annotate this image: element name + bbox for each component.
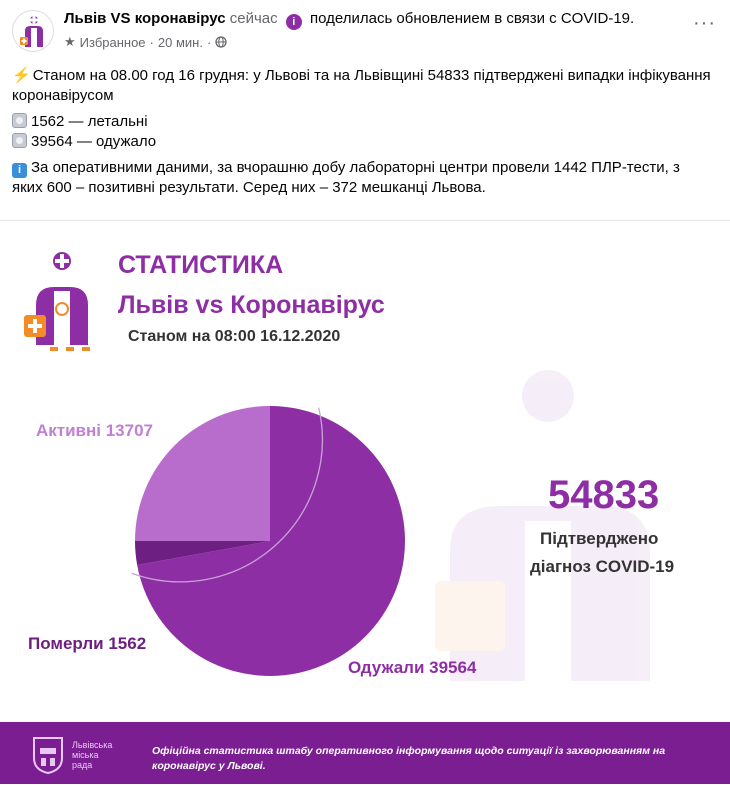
confirmed-caption-line1: Підтверджено: [540, 529, 659, 548]
record-button-icon: [12, 113, 27, 128]
post-line-3: 39564 — одужало: [31, 133, 157, 150]
star-icon: ★: [64, 34, 76, 49]
post-header: [0, 0, 730, 62]
page-avatar[interactable]: [12, 10, 54, 52]
pie-label-active: Активні 13707: [36, 421, 153, 440]
pie-label-deaths: Померли 1562: [28, 634, 147, 653]
watermark-doctor-icon: [435, 370, 650, 681]
post-meta: [64, 34, 227, 50]
infographic-image[interactable]: [0, 220, 730, 784]
page-name-link[interactable]: Львів VS коронавірус: [64, 10, 226, 27]
post-line-2: 1562 — летальні: [31, 113, 148, 130]
city-council-line: рада: [72, 760, 93, 770]
covid-info-icon: i: [286, 14, 302, 30]
globe-icon[interactable]: [215, 36, 227, 48]
post-body: [12, 66, 712, 198]
confirmed-caption-line2: діагноз COVID-19: [530, 557, 675, 576]
info-icon: i: [12, 163, 27, 178]
post-paragraph: [12, 158, 712, 198]
post-line-4: За оперативними даними, за вчорашню добу лабораторні центри провели 1442 ПЛР-тести, з яких 600 – позитивні результати. Серед них – 372 мешканці Львова.: [12, 159, 680, 196]
pie-label-recovered: Одужали 39564: [348, 658, 477, 677]
infographic-footer: [0, 722, 730, 784]
city-council-label: [72, 740, 112, 770]
infographic-subtitle: Львів vs Коронавірус: [118, 291, 385, 319]
post-paragraph: [12, 66, 712, 106]
pie-slice-Активні: [135, 406, 270, 541]
post-time-link[interactable]: 20 мин.: [157, 34, 203, 50]
meta-separator: ·: [206, 34, 212, 50]
city-council-line: Львівська: [72, 740, 113, 750]
doctor-logo-icon: [13, 11, 54, 52]
post-paragraph: [12, 112, 712, 132]
footer-statement: Офіційна статистика штабу оперативного інформування щодо ситуації із захворюванням на коронавірус у Львові.: [152, 745, 666, 772]
pie-chart: [132, 406, 405, 676]
post-line-1: Станом на 08.00 год 16 грудня: у Львові та на Львівщині 54833 підтверджені випадки інфікування коронавірусом: [12, 67, 711, 104]
more-options-button[interactable]: ···: [693, 12, 716, 34]
record-button-icon: [12, 133, 27, 148]
post-paragraph: [12, 132, 712, 152]
infographic-date: Станом на 08:00 16.12.2020: [128, 328, 341, 345]
city-council-line: міська: [72, 750, 99, 760]
action-text: поделилась обновлением в связи с COVID-19.: [309, 10, 635, 27]
lightning-icon: ⚡: [12, 67, 31, 84]
favorites-label: Избранное: [79, 34, 146, 50]
infographic-title: СТАТИСТИКА: [118, 251, 284, 279]
time-word: сейчас: [229, 10, 278, 27]
confirmed-total: 54833: [548, 473, 660, 517]
meta-separator: ·: [149, 34, 154, 50]
lviv-coat-of-arms-icon: [32, 736, 64, 774]
post-title-line: [64, 10, 634, 30]
doctor-logo-icon: [24, 252, 90, 351]
